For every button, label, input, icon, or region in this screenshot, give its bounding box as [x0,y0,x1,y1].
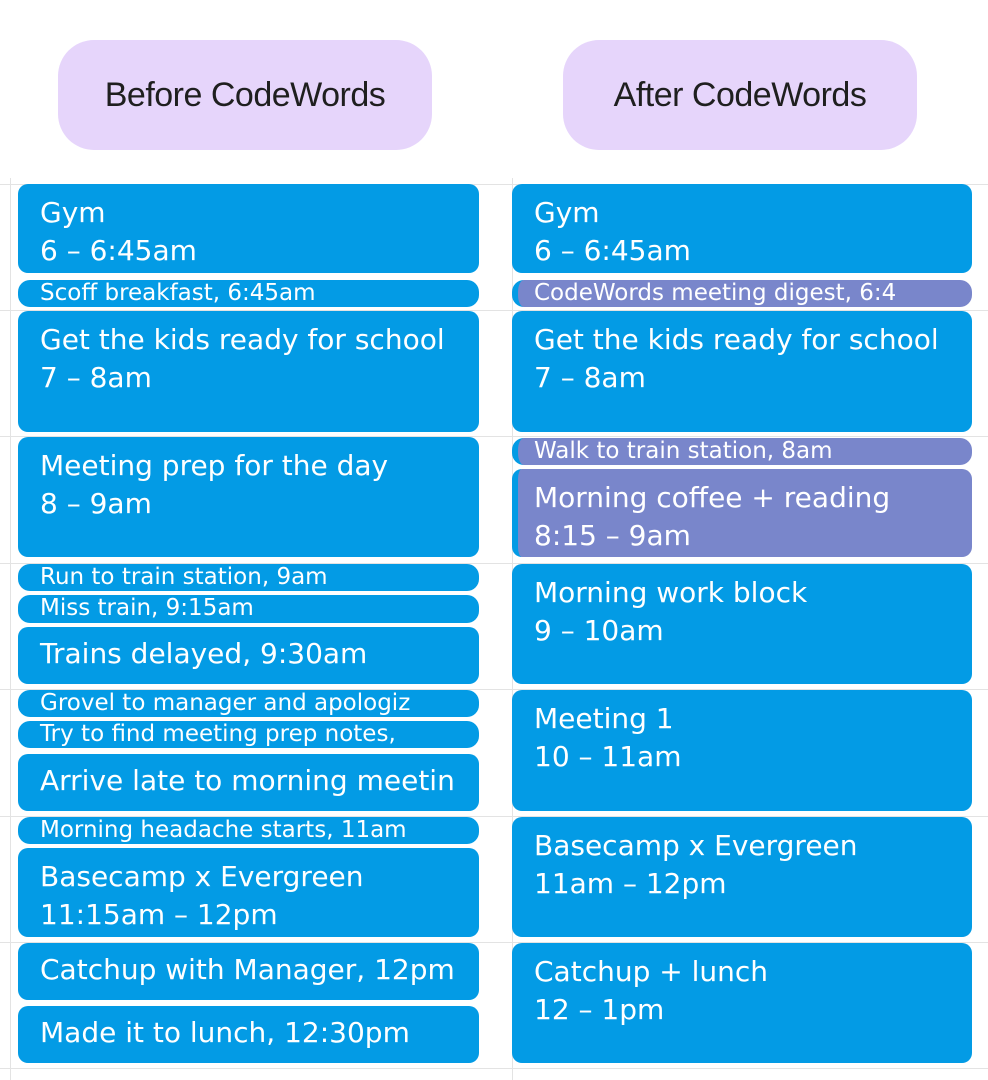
event-time: 11am – 12pm [534,867,727,900]
event-time: 6:45am [227,280,316,306]
event-title: Scoff breakfast [40,280,213,306]
event-title: Gym [40,196,106,229]
event-made-it-to-lunch[interactable]: Made it to lunch, 12:30pm [18,1006,479,1063]
event-gym[interactable] [512,184,972,273]
event-title: Get the kids ready for school [534,323,939,356]
event-time: 11:15am – 12pm [40,898,278,931]
event-title: Catchup with Manager [40,953,357,986]
after-calendar-column [512,0,972,1080]
event-title: Trains delayed [40,637,243,670]
event-time: 7 – 8am [40,361,152,394]
event-run-to-train[interactable]: Run to train station, 9am [18,564,479,591]
event-time: 10 – 11am [534,740,682,773]
grid-divider [10,178,11,1080]
event-arrive-late[interactable] [18,754,479,811]
event-time: 11am [340,817,407,843]
event-basecamp-evergreen[interactable] [512,817,972,937]
event-codewords-digest[interactable]: CodeWords meeting digest, 6:4 [512,280,972,307]
event-grovel-to-manager[interactable] [18,690,479,717]
event-title: Gym [534,196,600,229]
event-time: 9 – 10am [534,614,664,647]
event-title: Get the kids ready for school [40,323,445,356]
event-gym[interactable] [18,184,479,273]
event-time: 9:30am [260,637,368,670]
event-time: 6 – 6:45am [40,234,197,267]
event-title: Grovel to manager and apologiz [40,690,411,716]
event-title: Meeting 1 [534,702,674,735]
event-title: CodeWords meeting digest [534,280,845,306]
event-catchup-lunch[interactable] [512,943,972,1063]
event-kids-ready[interactable] [512,311,972,432]
event-title: Made it to lunch [40,1016,267,1049]
event-title: Morning headache starts [40,817,327,843]
event-morning-coffee[interactable] [512,469,972,557]
event-find-prep-notes[interactable]: Try to find meeting prep notes, [18,721,479,748]
event-miss-train[interactable]: Miss train, 9:15am [18,595,479,623]
event-time: 12pm [374,953,455,986]
event-morning-work-block[interactable] [512,564,972,684]
event-time: 12:30pm [284,1016,410,1049]
event-title: Basecamp x Evergreen [40,860,364,893]
event-title: Try to find meeting prep notes [40,721,389,747]
event-title: Meeting prep for the day [40,449,389,482]
event-meeting-1[interactable] [512,690,972,811]
event-time: 8am [781,438,833,464]
before-codewords-header: Before CodeWords [58,40,432,150]
event-time: 8:15 – 9am [534,519,691,552]
event-title: Basecamp x Evergreen [534,829,858,862]
event-title: Morning coffee + reading [534,481,891,514]
after-codewords-header: After CodeWords [563,40,917,150]
event-title: Miss train [40,595,152,621]
before-calendar-column [18,0,479,1080]
event-title: Catchup + lunch [534,955,769,988]
event-title: Walk to train station [534,438,767,464]
event-scoff-breakfast[interactable]: Scoff breakfast, 6:45am [18,280,479,307]
event-time: 8 – 9am [40,487,152,520]
event-meeting-prep[interactable] [18,437,479,557]
event-title: Arrive late to morning meetin [40,764,455,797]
event-trains-delayed[interactable]: Trains delayed, 9:30am [18,627,479,684]
event-title: Morning work block [534,576,808,609]
event-time: 6:4 [859,280,897,306]
event-time: 6 – 6:45am [534,234,691,267]
event-catchup-manager[interactable]: Catchup with Manager, 12pm [18,943,479,1000]
event-time: 9am [276,564,328,590]
event-walk-to-train[interactable]: Walk to train station, 8am [512,438,972,465]
event-time: 7 – 8am [534,361,646,394]
event-basecamp-evergreen[interactable] [18,848,479,937]
event-title: Run to train station [40,564,262,590]
event-kids-ready[interactable] [18,311,479,432]
event-time: 9:15am [165,595,254,621]
event-morning-headache[interactable]: Morning headache starts, 11am [18,817,479,844]
event-time: 12 – 1pm [534,993,665,1026]
